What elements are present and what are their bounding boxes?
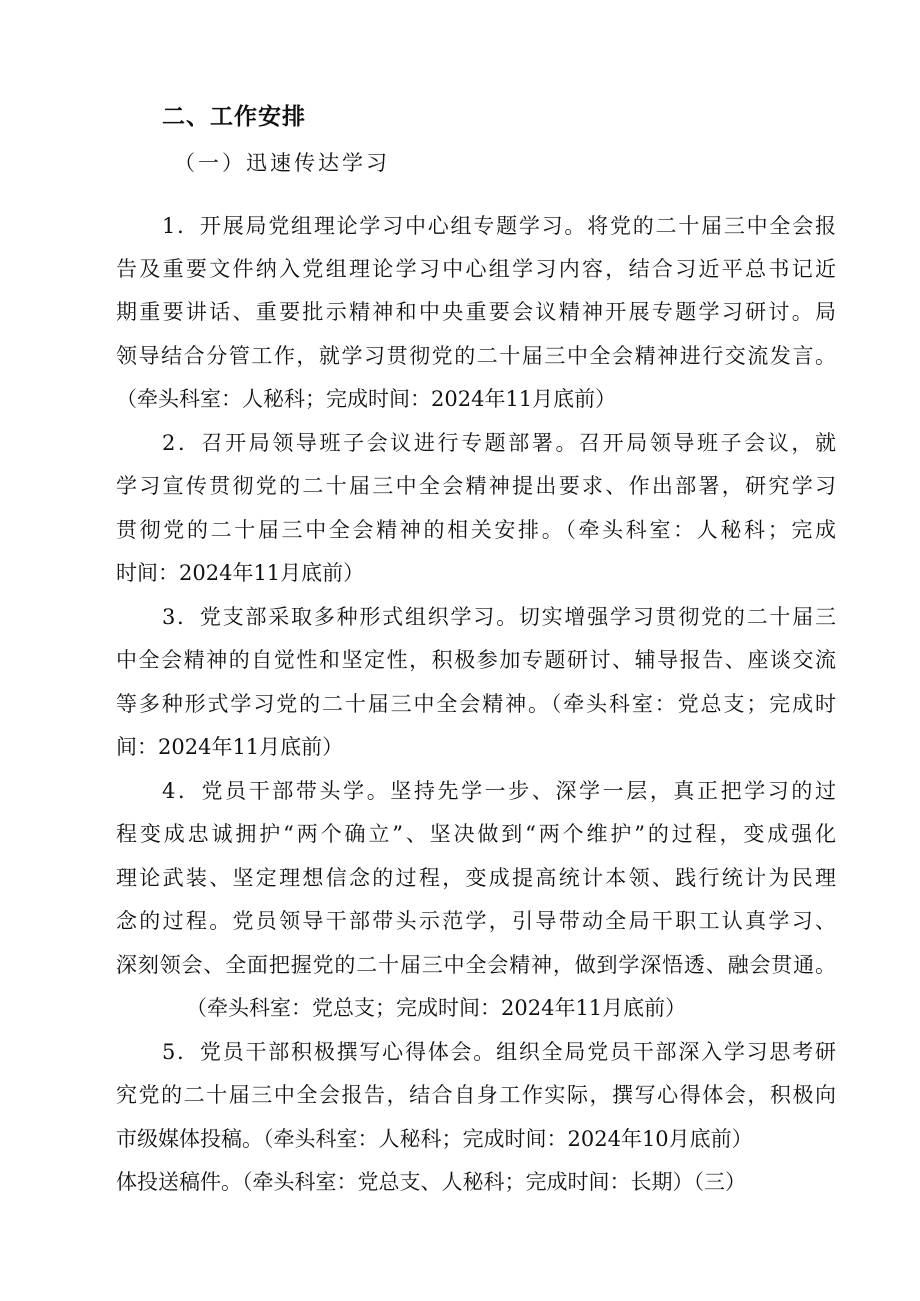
paragraph-line: 告及重要文件纳入党组理论学习中心组学习内容，结合习近平总书记近	[116, 257, 836, 281]
paragraph-line: 念的过程。党员领导干部带头示范学，引导带动全局干职工认真学习、	[116, 909, 836, 933]
paragraph-line: 领导结合分管工作，就学习贯彻党的二十届三中全会精神进行交流发言。	[116, 344, 836, 368]
paragraph-line: 理论武装、坚定理想信念的过程，变成提高统计本领、践行统计为民理	[116, 866, 836, 890]
paragraph-line: （牵头科室：人秘科；完成时间：2024年11月底前）	[116, 387, 617, 411]
paragraph-line: 深刻领会、全面把握党的二十届三中全会精神，做到学深悟透、融会贯通。	[116, 953, 836, 977]
paragraph-line: 5．党员干部积极撰写心得体会。组织全局党员干部深入学习思考研	[162, 1040, 836, 1064]
section-title: 二、工作安排	[162, 104, 306, 130]
paragraph-line: 体投送稿件。（牵头科室：党总支、人秘科；完成时间：长期）（三）	[116, 1170, 746, 1194]
paragraph-line: 期重要讲话、重要批示精神和中央重要会议精神开展专题学习研讨。局	[116, 300, 836, 324]
paragraph-line: 等多种形式学习党的二十届三中全会精神。（牵头科室：党总支；完成时	[116, 692, 836, 716]
paragraph-line: 2．召开局领导班子会议进行专题部署。召开局领导班子会议，就	[162, 431, 836, 455]
paragraph-line: 学习宣传贯彻党的二十届三中全会精神提出要求、作出部署，研究学习	[116, 474, 836, 498]
paragraph-line: 市级媒体投稿。（牵头科室：人秘科；完成时间：2024年10月底前）	[116, 1127, 753, 1151]
paragraph-line: 中全会精神的自觉性和坚定性，积极参加专题研讨、辅导报告、座谈交流	[116, 648, 836, 672]
paragraph-line: 程变成忠诚拥护“两个确立”、坚决做到“两个维护”的过程，变成强化	[116, 822, 836, 846]
paragraph-line: 4．党员干部带头学。坚持先学一步、深学一层，真正把学习的过	[162, 779, 836, 803]
paragraph-line: 3．党支部采取多种形式组织学习。切实增强学习贯彻党的二十届三	[162, 605, 836, 629]
paragraph-line: 贯彻党的二十届三中全会精神的相关安排。（牵头科室：人秘科；完成	[116, 518, 836, 542]
paragraph-line: 1．开展局党组理论学习中心组专题学习。将党的二十届三中全会报	[162, 214, 836, 238]
paragraph-line: 间：2024年11月底前）	[116, 735, 344, 759]
paragraph-line: 究党的二十届三中全会报告，结合自身工作实际，撰写心得体会，积极向	[116, 1083, 836, 1107]
subsection-title: （一）迅速传达学习	[174, 151, 390, 175]
paragraph-line: （牵头科室：党总支；完成时间：2024年11月底前）	[186, 996, 687, 1020]
paragraph-line: 时间：2024年11月底前）	[116, 561, 365, 585]
